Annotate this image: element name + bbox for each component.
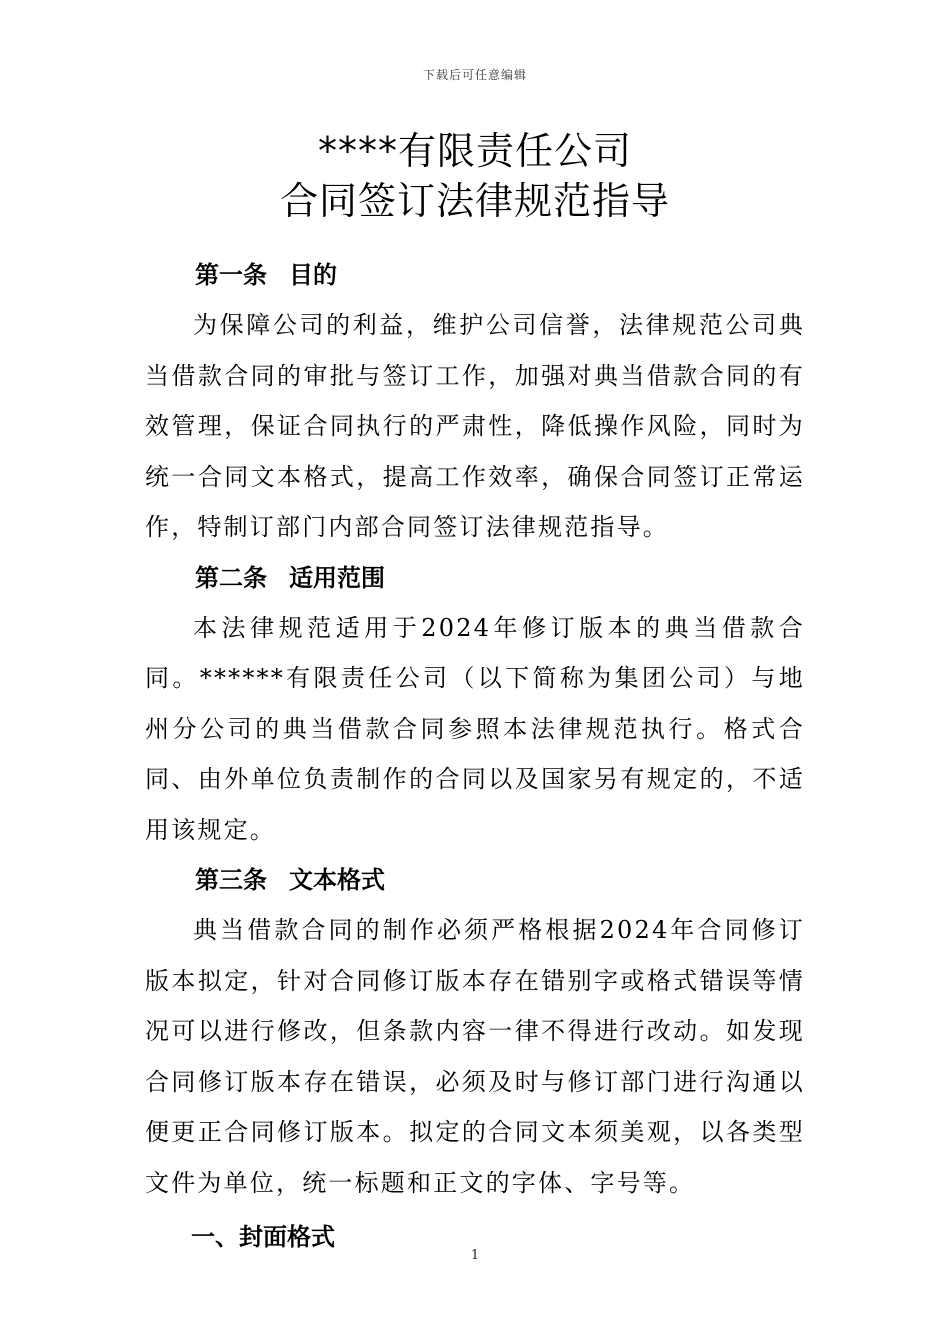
page-number: 1 <box>470 1248 480 1263</box>
section-title: 目的 <box>289 261 337 289</box>
section-paragraph-3: 典当借款合同的制作必须严格根据2024年合同修订版本拟定，针对合同修订版本存在错别字或格式错误等情况可以进行修改，但条款内容一律不得进行改动。如发现合同修订版本存在错误，必须及时与修订部门进行沟通以便更正合同修订版本。拟定的合同文本须美观，以各类型文件为单位，统一标题和正文的字体、字号等。 <box>145 916 805 1197</box>
section-title: 适用范围 <box>289 563 385 592</box>
section-number: 第一条 <box>195 261 267 289</box>
section-number: 第二条 <box>195 563 267 592</box>
section-paragraph-1: 为保障公司的利益，维护公司信誉，法律规范公司典当借款合同的审批与签订工作，加强对典当借款合同的有效管理，保证合同执行的严肃性，降低操作风险，同时为统一合同文本格式，提高工作效率，确保合同签订正常运作，特制订部门内部合同签订法律规范指导。 <box>145 311 805 541</box>
document-title-line-2: 合同签订法律规范指导 <box>279 179 670 223</box>
header-note: 下载后可任意编辑 <box>422 68 527 82</box>
document-body <box>145 250 805 1262</box>
section-paragraph-2: 本法律规范适用于2024年修订版本的典当借款合同。******有限责任公司（以下简称为集团公司）与地州分公司的典当借款合同参照本法律规范执行。格式合同、由外单位负责制作的合同以及国家另有规定的，不适用该规定。 <box>145 613 805 844</box>
section-title: 文本格式 <box>289 866 385 894</box>
section-heading-2 <box>145 553 805 603</box>
section-heading-3 <box>145 855 805 905</box>
subheading-cover-format: 一、封面格式 <box>191 1223 335 1251</box>
document-title-line-1: ****有限责任公司 <box>317 129 632 173</box>
section-heading-1 <box>145 250 805 300</box>
section-number: 第三条 <box>195 866 267 894</box>
